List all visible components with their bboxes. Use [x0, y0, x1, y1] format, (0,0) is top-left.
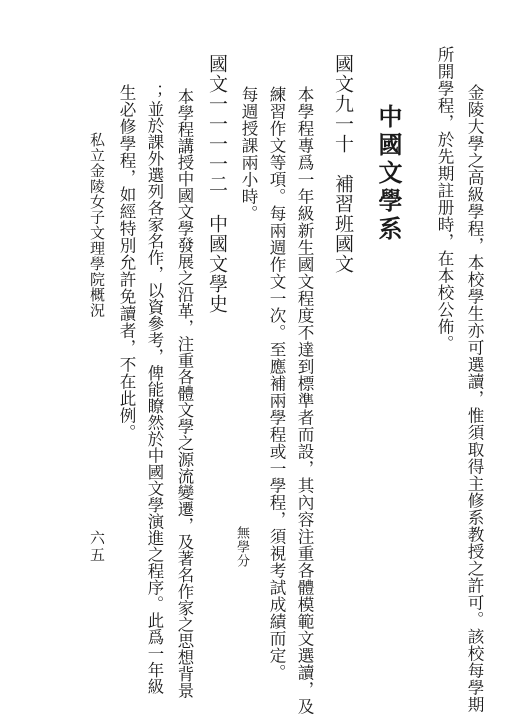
course-description-line: 每週授課兩小時。 [239, 86, 258, 222]
course-description-line: 練習作文等項。每兩週作文一次。至應補兩學程或一學程，須視考試成績而定。 [267, 86, 286, 681]
intro-line-2: 所開學程，於先期註册時，在本校公佈。 [435, 46, 454, 352]
page-number: 六五 [88, 530, 106, 564]
course-description-line: ；並於課外選列各家名作，以資參考，俾能瞭然於中國文學演進之程序。此爲一年級 [145, 84, 164, 695]
course-heading: 國文一一一一二 中國文學史 [206, 54, 228, 314]
credit-label: 無學分 [234, 526, 249, 568]
course-description-line: 本學程講授中國文學發展之沿革，注重各體文學之源流變遷，及著名作家之思想背景 [175, 88, 194, 699]
intro-line-1: 金陵大學之高級學程，本校學生亦可選讀，惟須取得主修系教授之許可。該校每學期 [465, 84, 484, 713]
course-description-line: 生必修學程，如經特別允許免讀者，不在此例。 [117, 84, 136, 441]
department-title: 中國文學系 [374, 104, 403, 244]
school-name-footer: 私立金陵女子文理學院概況 [88, 132, 106, 318]
course-heading: 國文九一十 補習班國文 [332, 54, 354, 274]
course-description-line: 本學程專爲一年級新生國文程度不達到標準者而設，其內容注重各體模範文選讀，及 [295, 86, 314, 715]
